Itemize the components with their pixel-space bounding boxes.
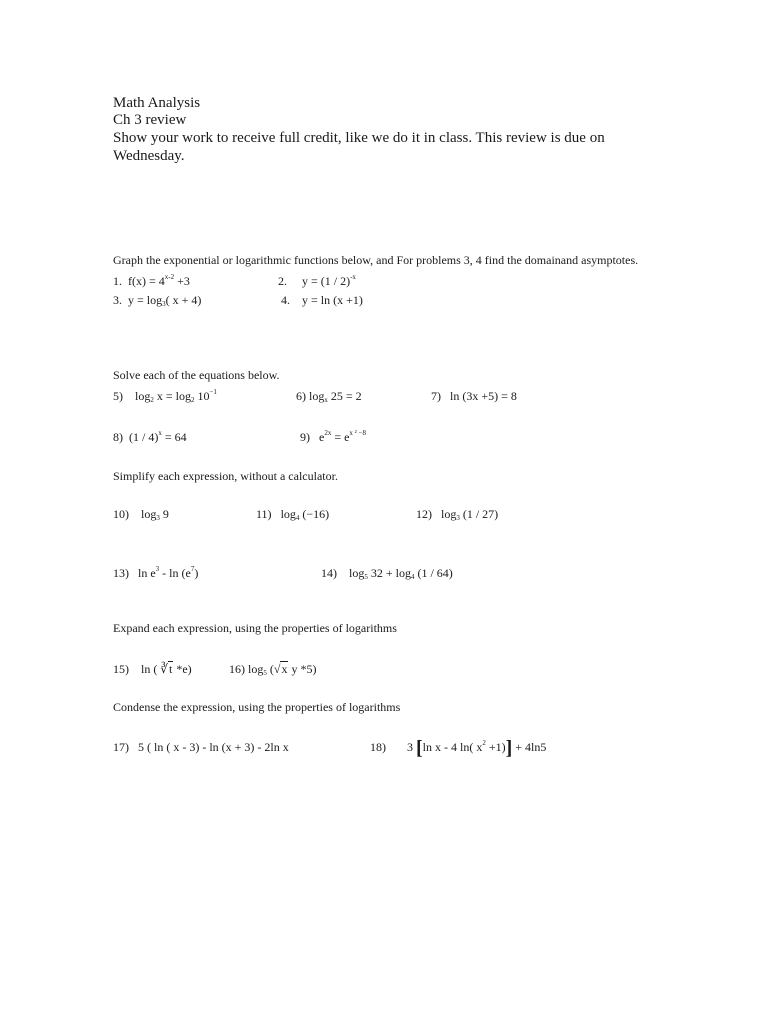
problem-17: 17) 5 ( ln ( x - 3) - ln (x + 3) - 2ln x [113,740,289,754]
problem-13: 13) $\ln e^3$ - $\ln (e^7)$ [113,565,199,580]
problem-7: 7) ln (3x +5) = 8 [431,389,517,403]
square-root-symbol: √ [273,662,281,676]
right-bracket: ] [505,737,513,759]
problem-8: 8) (1 / 4)$^x$ = 64 [113,429,187,444]
problem-9: 9) $e^{2x} = e^{x ^2 -8}$ [300,429,366,444]
problem-5: 5) $\log_2 x = \log_2 10^{-1}$ [113,388,217,404]
instructions-line-1: Show your work to receive full credit, like we do it in class. This review is due on [113,130,605,146]
problem-1: 1. $f(x) = 4^{x-2} +3$ [113,273,190,288]
solve-heading: Solve each of the equations below. [113,368,280,382]
problem-15: 15) ln ( ∛t *e) [113,662,192,676]
graph-heading: Graph the exponential or logarithmic functions below, and For problems 3, 4 find the domainand asymptotes. [113,253,639,267]
instructions-line-2: Wednesday. [113,148,185,164]
simplify-heading: Simplify each expression, without a calculator. [113,469,338,483]
expand-heading: Expand each expression, using the properties of logarithms [113,621,397,635]
problem-6: 6) $\log_x 25 = 2$ [296,389,362,404]
cube-root-symbol: ∛ [160,662,168,676]
course-title: Math Analysis [113,95,201,111]
problem-18: 18) 3 [ln x - 4 ln( $x^2 +1)] + 4\ln 5$ [370,737,547,759]
problem-10: 10) $\log_3 9$ [113,507,169,522]
problem-2: 2. y = (1 / 2)$^{-x}$ [278,273,356,288]
problem-3: 3. $y = \log_3$( x + 4) [113,293,202,308]
problem-4: 4. y = ln (x +1) [281,293,363,307]
problem-14: 14) $\log_5 32 + \log_4 (1 / 64)$ [321,566,453,581]
problem-16: 16) $\log_5 (√x$ y *5) [229,662,317,677]
condense-heading: Condense the expression, using the properties of logarithms [113,700,401,714]
chapter-title: Ch 3 review [113,112,187,128]
problem-12: 12) $\log_3 (1 / 27)$ [416,507,499,522]
left-bracket: [ [416,737,423,759]
problem-11: 11) $\log_4 (-16)$ [256,507,330,522]
